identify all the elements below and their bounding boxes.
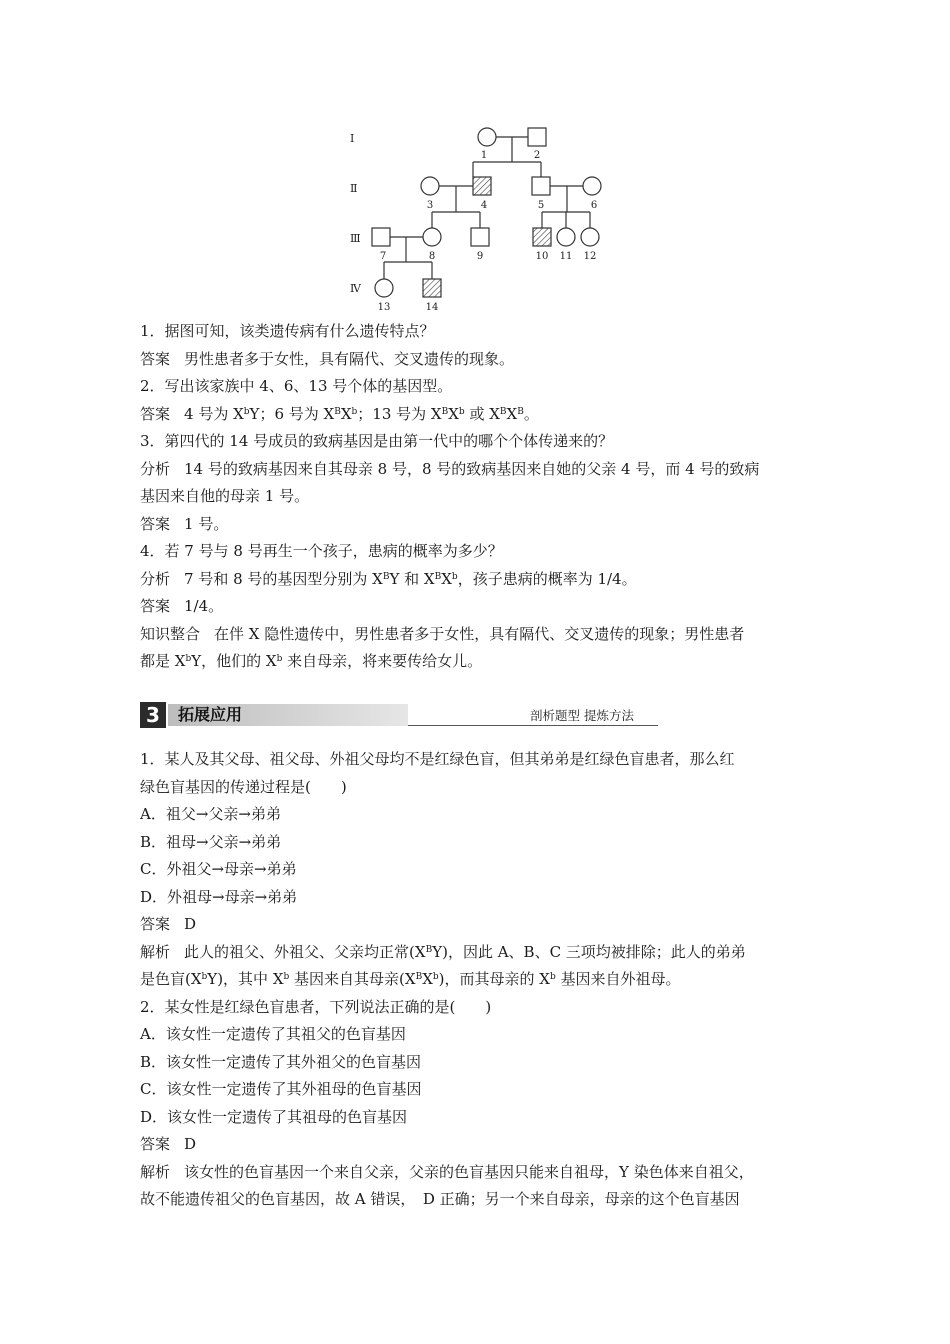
individual-5-male [532,177,550,195]
generation-label-1: Ⅰ [350,132,355,145]
practice-question-2: 2．某女性是红绿色盲患者，下列说法正确的是( ) [140,997,492,1016]
individual-label: 7 [379,251,387,262]
section-subtitle: 剖析题型 提炼方法 [530,708,634,723]
analysis-3-cont: 基因来自他的母亲 1 号。 [140,487,310,505]
individual-3-female [421,177,439,195]
individual-label: 12 [583,251,597,262]
generation-label-4: Ⅳ [350,282,361,295]
option-b: B．祖母→父亲→弟弟 [140,832,282,851]
analysis-3: 分析 14 号的致病基因来自其母亲 8 号，8 号的致病基因来自她的父亲 4 号，而 4 号的致病 [140,459,760,478]
explanation-1: 解析 此人的祖父、外祖父、父亲均正常$(X^BY)$，因此 A、B、C 三项均被排除；此人的弟弟 [140,942,746,961]
individual-10-affected-male [533,228,551,246]
individual-12-female [581,228,599,246]
option-a: A．该女性一定遗传了其祖父的色盲基因 [140,1025,406,1043]
question-2: 2．写出该家族中 4、6、13 号个体的基因型。 [140,377,453,395]
section-rule [408,725,658,726]
individual-label: 9 [476,251,484,262]
option-c: C．该女性一定遗传了其外祖母的色盲基因 [140,1080,422,1098]
individual-label: 2 [533,150,541,161]
answer-3: 答案 1 号。 [140,514,229,533]
answer-1: 答案 男性患者多于女性，具有隔代、交叉遗传的现象。 [140,349,515,368]
individual-2-male [528,128,546,146]
individual-14-affected-male [423,279,441,297]
practice-question-1-cont: 绿色盲基因的传递过程是( ) [140,777,347,796]
practice-answer-1: 答案 D [140,915,197,933]
question-1: 1．据图可知，该类遗传病有什么遗传特点？ [140,322,435,340]
section-title: 拓展应用 [178,705,243,724]
practice-section [140,746,820,1214]
practice-answer-2: 答案 D [140,1135,197,1153]
option-d: D．外祖母→母亲→弟弟 [140,887,298,906]
question-3: 3．第四代的 14 号成员的致病基因是由第一代中的哪个个体传递来的？ [140,432,614,450]
explanation-2-cont: 故不能遗传祖父的色盲基因，故 A 错误， D 正确；另一个来自母亲，母亲的这个色盲基因 [140,1190,740,1208]
individual-13-female [375,279,393,297]
generation-label-3: Ⅲ [350,232,361,245]
option-b: B．该女性一定遗传了其外祖父的色盲基因 [140,1052,422,1071]
individual-label: 8 [428,251,436,262]
individual-label: 1 [480,150,488,161]
knowledge-summary: 知识整合 在伴 X 隐性遗传中，男性患者多于女性，具有隔代、交叉遗传的现象；男性患者 [140,624,745,643]
section-number: 3 [140,702,166,728]
option-d: D．该女性一定遗传了其祖母的色盲基因 [140,1107,408,1126]
generation-label-2: Ⅱ [350,182,358,195]
analysis-4: 分析 7 号和 8 号的基因型分别为 $X^BY$ 和 $X^BX^b$，孩子患病的概率为 1/4。 [140,569,637,588]
individual-9-male [471,228,489,246]
individual-label: 14 [425,302,439,313]
individual-label: 10 [535,251,549,262]
question-4: 4．若 7 号与 8 号再生一个孩子，患病的概率为多少？ [140,542,503,560]
individual-6-female [583,177,601,195]
answer-2: 答案 4 号为 $X^bY$；6 号为 $X^BX^b$；13 号为 $X^BX^b$ 或 $X^BX^B$。 [140,404,539,423]
practice-question-1: 1．某人及其父母、祖父母、外祖父母均不是红绿色盲，但其弟弟是红绿色盲患者，那么红 [140,750,735,768]
individual-label: 6 [590,200,598,211]
individual-1-female [478,128,496,146]
option-a: A．祖父→父亲→弟弟 [140,805,281,823]
individual-4-affected-male [473,177,491,195]
individual-11-female [557,228,575,246]
explanation-1-cont: 是色盲$(X^bY)$，其中 $X^b$ 基因来自其母亲$(X^BX^b)$，而其母亲的 $X^b$ 基因来自外祖母。 [140,970,681,988]
knowledge-summary-cont: 都是 $X^bY$，他们的 $X^b$ 来自母亲，将来要传给女儿。 [140,652,483,670]
individual-label: 3 [426,200,434,211]
individual-label: 13 [377,302,391,313]
individual-label: 11 [559,251,573,262]
pedigree-diagram [330,118,630,318]
individual-label: 4 [480,200,488,211]
qa-section [140,318,820,676]
answer-4: 答案 1/4。 [140,597,224,615]
individual-7-male [372,228,390,246]
individual-label: 5 [537,200,545,211]
individual-8-female [423,228,441,246]
section-header [140,702,634,728]
explanation-2: 解析 该女性的色盲基因一个来自父亲，父亲的色盲基因只能来自祖母，Y 染色体来自祖父， [140,1162,754,1181]
option-c: C．外祖父→母亲→弟弟 [140,860,297,878]
